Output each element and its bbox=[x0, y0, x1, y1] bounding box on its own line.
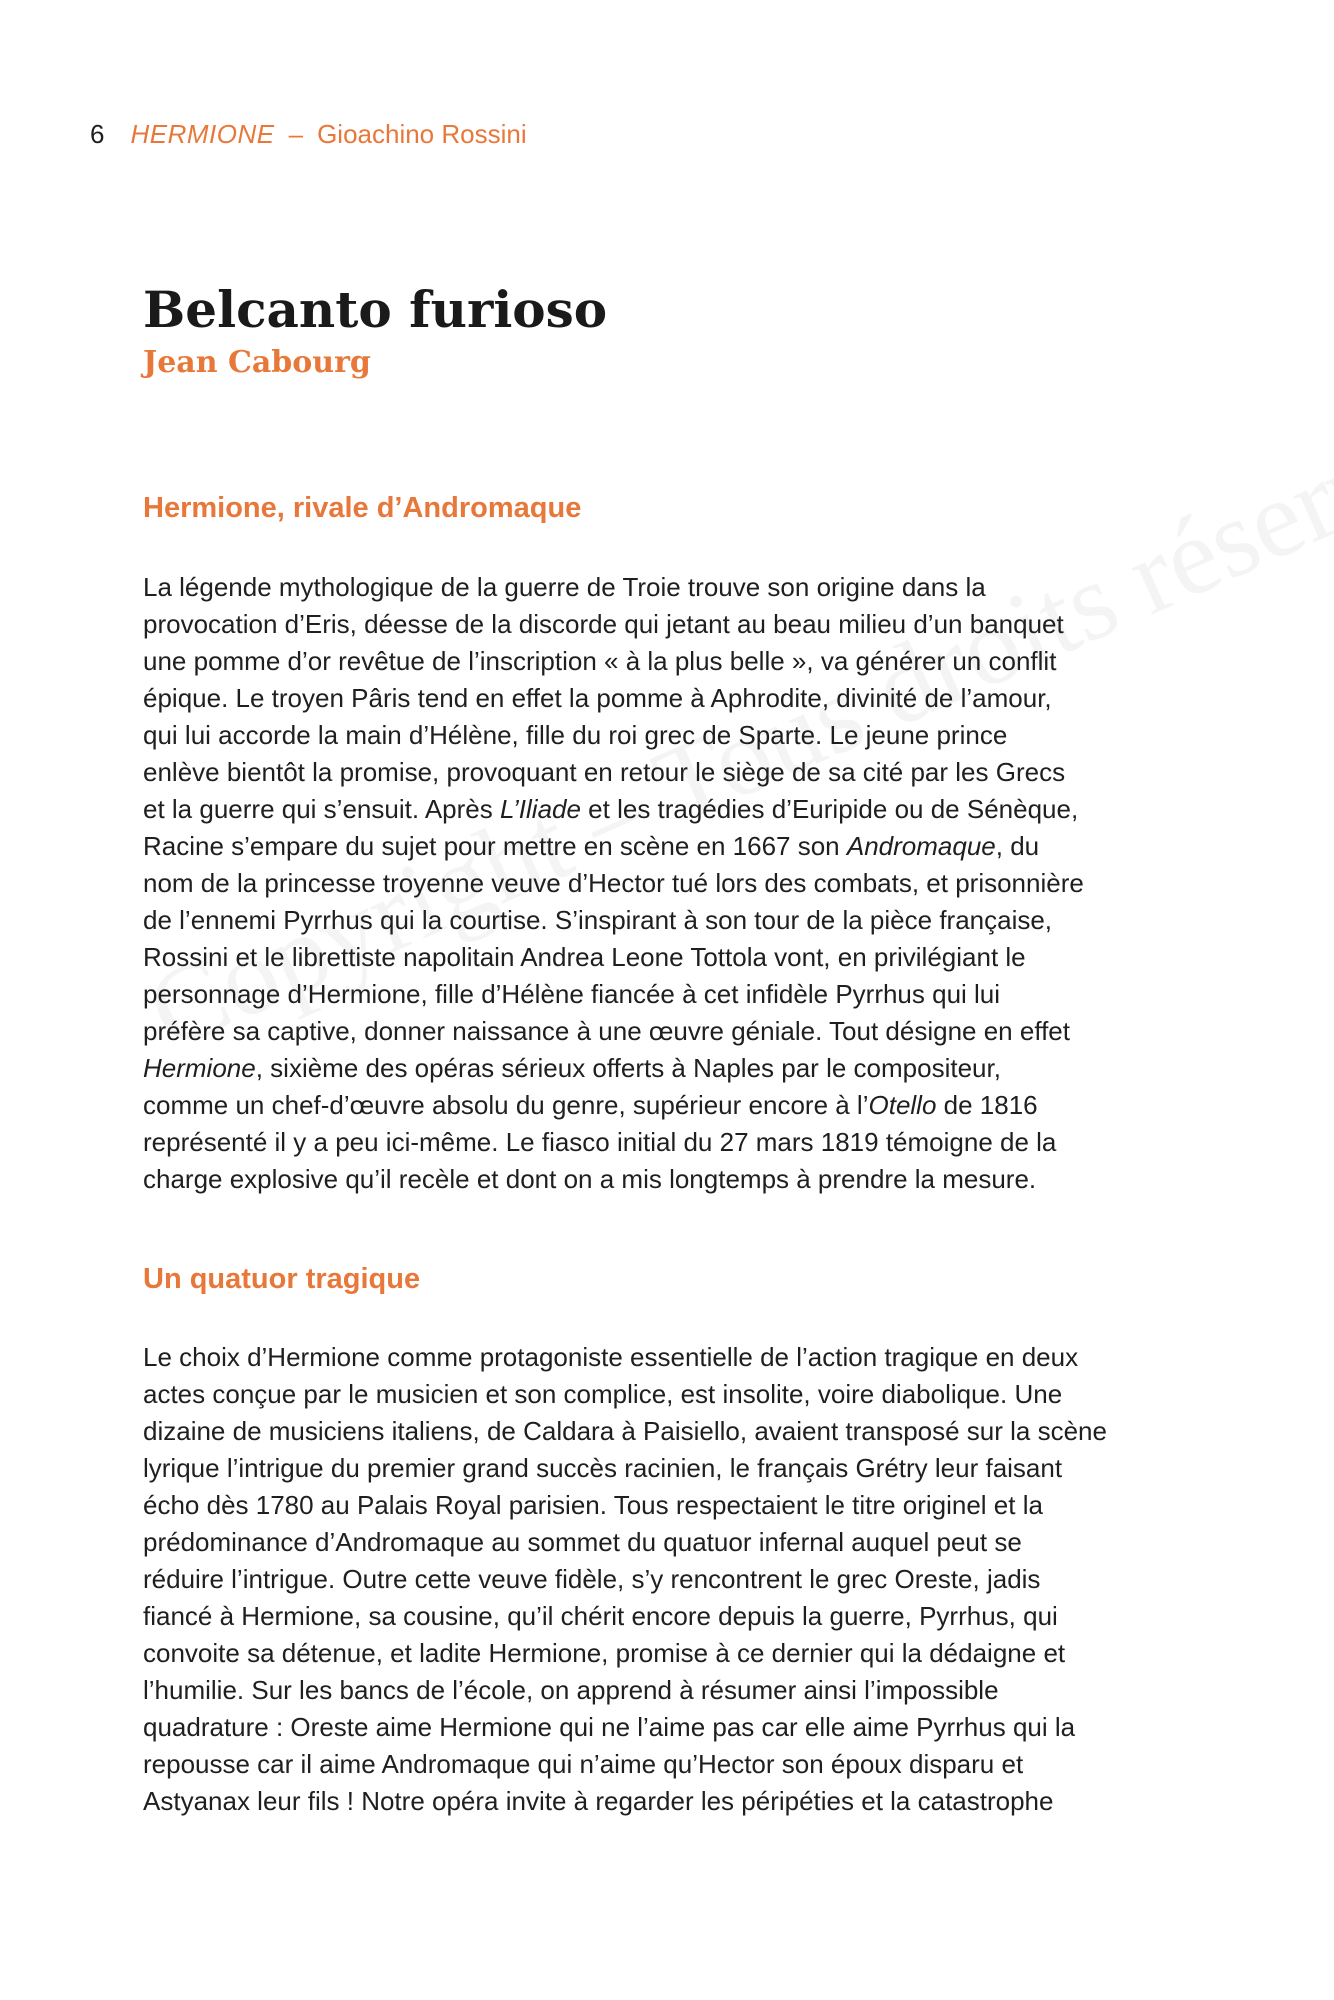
text-segment: convoite sa détenue, et ladite Hermione, promise à ce dernier qui la dédaigne et bbox=[143, 1638, 1066, 1668]
italic-title: L’Iliade bbox=[499, 794, 581, 824]
text-line bbox=[143, 976, 1203, 1013]
text-segment: représenté il y a peu ici-même. Le fiasco initial du 27 mars 1819 témoigne de la bbox=[143, 1127, 1057, 1157]
text-segment: l’humilie. Sur les bancs de l’école, on apprend à résumer ainsi l’impossible bbox=[143, 1675, 999, 1705]
text-segment: de l’ennemi Pyrrhus qui la courtise. S’inspirant à son tour de la pièce française, bbox=[143, 905, 1053, 935]
text-line bbox=[143, 828, 1203, 865]
text-segment: personnage d’Hermione, fille d’Hélène fiancée à cet infidèle Pyrrhus qui lui bbox=[143, 979, 1001, 1009]
text-line bbox=[143, 1050, 1203, 1087]
text-segment: prédominance d’Andromaque au sommet du quatuor infernal auquel peut se bbox=[143, 1527, 1022, 1557]
text-line bbox=[143, 865, 1203, 902]
text-line bbox=[143, 1450, 1203, 1487]
text-line bbox=[143, 1746, 1203, 1783]
text-segment: une pomme d’or revêtue de l’inscription « à la plus belle », va générer un conflit bbox=[143, 646, 1057, 676]
text-segment: réduire l’intrigue. Outre cette veuve fidèle, s’y rencontrent le grec Oreste, jadis bbox=[143, 1564, 1041, 1594]
text-line bbox=[143, 902, 1203, 939]
text-segment: , du bbox=[995, 831, 1040, 861]
text-segment: provocation d’Eris, déesse de la discorde qui jetant au beau milieu d’un banquet bbox=[143, 609, 1064, 639]
text-segment: Racine s’empare du sujet pour mettre en scène en 1667 son bbox=[143, 831, 847, 861]
header-composer: Gioachino Rossini bbox=[317, 119, 527, 149]
text-line bbox=[143, 1561, 1203, 1598]
text-segment: Rossini et le librettiste napolitain Andrea Leone Tottola vont, en privilégiant le bbox=[143, 942, 1026, 972]
text-line bbox=[143, 1709, 1203, 1746]
text-segment: épique. Le troyen Pâris tend en effet la pomme à Aphrodite, divinité de l’amour, bbox=[143, 683, 1052, 713]
text-line bbox=[143, 1339, 1203, 1376]
header-work-title: HERMIONE bbox=[130, 119, 275, 149]
text-segment: nom de la princesse troyenne veuve d’Hector tué lors des combats, et prisonnière bbox=[143, 868, 1084, 898]
text-line bbox=[143, 717, 1203, 754]
text-line bbox=[143, 1672, 1203, 1709]
text-line bbox=[143, 754, 1203, 791]
article-title: Belcanto furioso bbox=[143, 280, 608, 339]
text-segment: charge explosive qu’il recèle et dont on a mis longtemps à prendre la mesure. bbox=[143, 1164, 1037, 1194]
text-segment: de 1816 bbox=[936, 1090, 1038, 1120]
text-segment: repousse car il aime Andromaque qui n’aime qu’Hector son époux disparu et bbox=[143, 1749, 1024, 1779]
text-segment: , sixième des opéras sérieux offerts à Naples par le compositeur, bbox=[255, 1053, 1001, 1083]
italic-title: Andromaque bbox=[846, 831, 996, 861]
header-separator: – bbox=[288, 119, 304, 149]
running-header bbox=[90, 118, 527, 150]
text-segment: enlève bientôt la promise, provoquant en retour le siège de sa cité par les Grecs bbox=[143, 757, 1066, 787]
italic-title: Otello bbox=[868, 1090, 937, 1120]
article-author: Jean Cabourg bbox=[143, 345, 371, 380]
text-line bbox=[143, 1124, 1203, 1161]
text-segment: et la guerre qui s’ensuit. Après bbox=[143, 794, 500, 824]
text-segment: qui lui accorde la main d’Hélène, fille du roi grec de Sparte. Le jeune prince bbox=[143, 720, 1008, 750]
section-body-quatuor bbox=[143, 1339, 1203, 1820]
text-line bbox=[143, 680, 1203, 717]
page-number: 6 bbox=[90, 119, 105, 149]
text-segment: dizaine de musiciens italiens, de Caldara à Paisiello, avaient transposé sur la scène bbox=[143, 1416, 1107, 1446]
text-segment: lyrique l’intrigue du premier grand succès racinien, le français Grétry leur faisant bbox=[143, 1453, 1063, 1483]
text-line bbox=[143, 1161, 1203, 1198]
text-line bbox=[143, 1635, 1203, 1672]
text-line bbox=[143, 939, 1203, 976]
section-heading-hermione: Hermione, rivale d’Andromaque bbox=[143, 492, 582, 524]
section-body-hermione bbox=[143, 569, 1203, 1198]
text-line bbox=[143, 1524, 1203, 1561]
text-segment: actes conçue par le musicien et son complice, est insolite, voire diabolique. Une bbox=[143, 1379, 1063, 1409]
text-line bbox=[143, 1087, 1203, 1124]
italic-title: Hermione bbox=[143, 1053, 256, 1083]
text-segment: Le choix d’Hermione comme protagoniste essentielle de l’action tragique en deux bbox=[143, 1342, 1079, 1372]
text-line bbox=[143, 1376, 1203, 1413]
text-line bbox=[143, 791, 1203, 828]
text-line bbox=[143, 569, 1203, 606]
text-segment: La légende mythologique de la guerre de Troie trouve son origine dans la bbox=[143, 572, 986, 602]
section-heading-quatuor: Un quatuor tragique bbox=[143, 1263, 421, 1295]
text-line bbox=[143, 1013, 1203, 1050]
text-segment: préfère sa captive, donner naissance à une œuvre géniale. Tout désigne en effet bbox=[143, 1016, 1070, 1046]
text-line bbox=[143, 1783, 1203, 1820]
text-segment: Astyanax leur fils ! Notre opéra invite à regarder les péripéties et la catastrophe bbox=[143, 1786, 1054, 1816]
text-segment: comme un chef-d’œuvre absolu du genre, supérieur encore à l’ bbox=[143, 1090, 869, 1120]
text-line bbox=[143, 643, 1203, 680]
text-segment: fiancé à Hermione, sa cousine, qu’il chérit encore depuis la guerre, Pyrrhus, qui bbox=[143, 1601, 1058, 1631]
text-line bbox=[143, 606, 1203, 643]
text-line bbox=[143, 1487, 1203, 1524]
text-segment: quadrature : Oreste aime Hermione qui ne l’aime pas car elle aime Pyrrhus qui la bbox=[143, 1712, 1076, 1742]
text-line bbox=[143, 1598, 1203, 1635]
text-segment: écho dès 1780 au Palais Royal parisien. Tous respectaient le titre originel et la bbox=[143, 1490, 1043, 1520]
text-line bbox=[143, 1413, 1203, 1450]
text-segment: et les tragédies d’Euripide ou de Sénèque, bbox=[580, 794, 1079, 824]
